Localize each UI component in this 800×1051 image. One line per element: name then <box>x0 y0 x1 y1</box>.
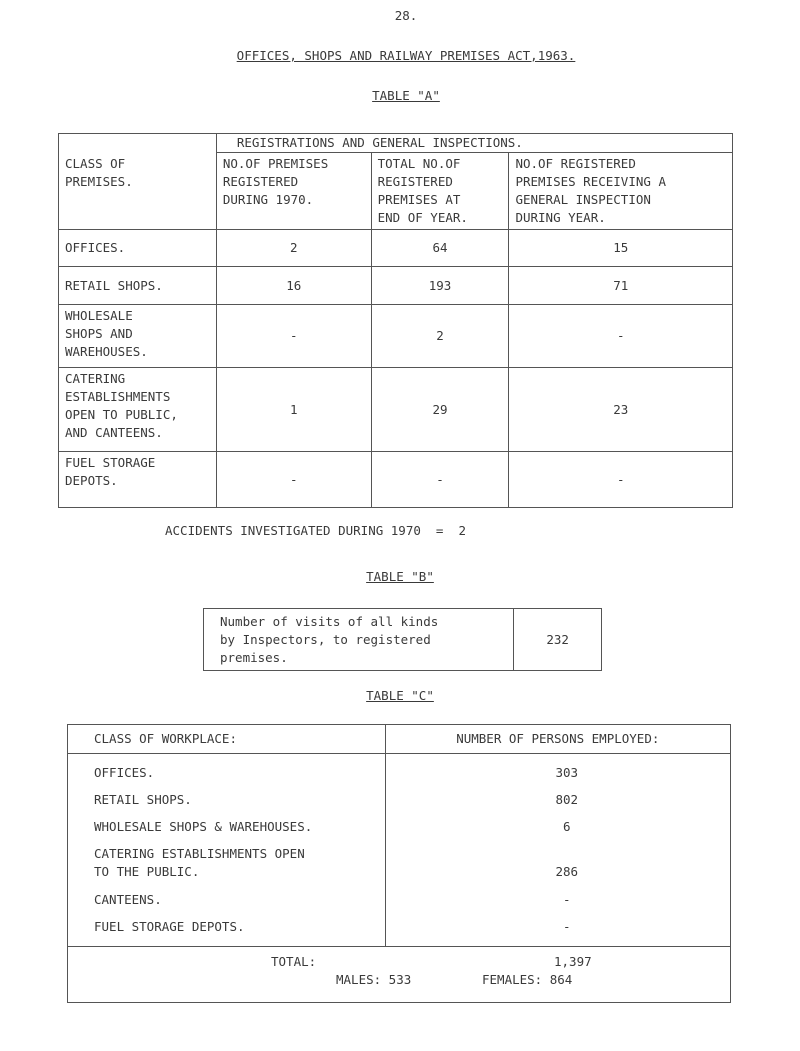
header-premises-registered: NO.OF PREMISES REGISTERED DURING 1970. <box>216 153 371 230</box>
page-title: OFFICES, SHOPS AND RAILWAY PREMISES ACT,1963. <box>236 48 576 63</box>
row-inspected: 15 <box>509 230 733 267</box>
table-b-caption: TABLE "B" <box>366 569 434 584</box>
table-a <box>58 133 733 508</box>
table-b <box>203 608 602 671</box>
total-value: 1,397 <box>554 954 592 969</box>
table-row <box>59 230 733 267</box>
row-inspected: 23 <box>509 368 733 452</box>
header-class-of-premises: CLASS OF PREMISES. <box>59 153 217 230</box>
row-registered: 16 <box>216 267 371 305</box>
row-total: 64 <box>371 230 509 267</box>
page-number: 28. <box>394 8 418 23</box>
row-total: 193 <box>371 267 509 305</box>
header-persons-employed: NUMBER OF PERSONS EMPLOYED: <box>385 725 730 754</box>
workplace-class: CATERING ESTABLISHMENTS OPEN TO THE PUBLIC. <box>94 846 305 879</box>
row-inspected: - <box>509 452 733 508</box>
table-c <box>67 724 731 1003</box>
table-c-caption: TABLE "C" <box>366 688 434 703</box>
persons-employed: 802 <box>555 792 579 807</box>
row-registered: - <box>216 305 371 368</box>
row-inspected: - <box>509 305 733 368</box>
row-registered: 2 <box>216 230 371 267</box>
persons-employed: 6 <box>563 819 571 834</box>
row-class: WHOLESALE SHOPS AND WAREHOUSES. <box>59 305 217 368</box>
table-a-caption: TABLE "A" <box>372 88 440 103</box>
row-class: OFFICES. <box>59 230 217 267</box>
persons-employed: - <box>563 919 571 934</box>
workplace-class: OFFICES. <box>94 765 155 780</box>
table-row <box>59 305 733 368</box>
row-inspected: 71 <box>509 267 733 305</box>
header-general-inspection: NO.OF REGISTERED PREMISES RECEIVING A GENERAL INSPECTION DURING YEAR. <box>509 153 733 230</box>
females-count: FEMALES: 864 <box>482 972 573 987</box>
row-registered: - <box>216 452 371 508</box>
table-row <box>59 267 733 305</box>
row-class: CATERING ESTABLISHMENTS OPEN TO PUBLIC, AND CANTEENS. <box>59 368 217 452</box>
group-header: REGISTRATIONS AND GENERAL INSPECTIONS. <box>216 134 732 153</box>
workplace-class: FUEL STORAGE DEPOTS. <box>94 919 245 934</box>
table-b-label: Number of visits of all kinds by Inspectors, to registered premises. <box>204 609 514 671</box>
males-count: MALES: 533 <box>336 972 412 987</box>
table-row <box>59 452 733 508</box>
total-label: TOTAL: <box>271 954 317 969</box>
persons-employed: 286 <box>555 864 579 879</box>
workplace-class: RETAIL SHOPS. <box>94 792 192 807</box>
row-registered: 1 <box>216 368 371 452</box>
row-total: 2 <box>371 305 509 368</box>
table-row <box>59 368 733 452</box>
row-class: FUEL STORAGE DEPOTS. <box>59 452 217 508</box>
persons-employed: 303 <box>555 765 579 780</box>
header-class-of-workplace: CLASS OF WORKPLACE: <box>68 725 386 754</box>
persons-employed: - <box>563 892 571 907</box>
table-b-value: 232 <box>514 609 602 671</box>
header-total-registered: TOTAL NO.OF REGISTERED PREMISES AT END OF YEAR. <box>371 153 509 230</box>
accidents-line: ACCIDENTS INVESTIGATED DURING 1970 = 2 <box>165 523 467 538</box>
workplace-class: CANTEENS. <box>94 892 162 907</box>
row-total: 29 <box>371 368 509 452</box>
workplace-class: WHOLESALE SHOPS & WAREHOUSES. <box>94 819 313 834</box>
row-class: RETAIL SHOPS. <box>59 267 217 305</box>
row-total: - <box>371 452 509 508</box>
